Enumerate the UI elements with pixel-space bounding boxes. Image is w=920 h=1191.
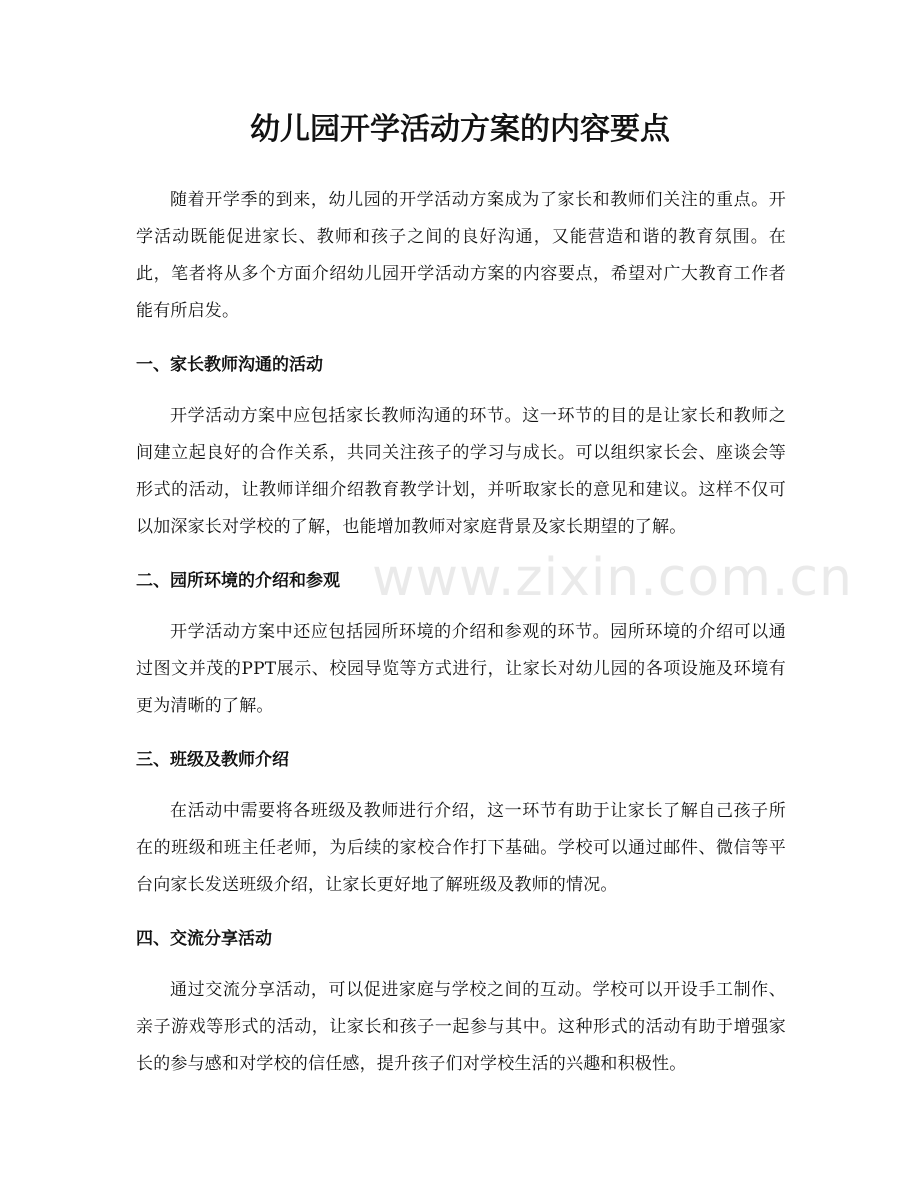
intro-paragraph: 随着开学季的到来，幼儿园的开学活动方案成为了家长和教师们关注的重点。开学活动既能促进家长、教师和孩子之间的良好沟通，又能营造和谐的教育氛围。在此，笔者将从多个方面介绍幼儿园开学活动方案的内容要点，希望对广大教育工作者能有所启发。 <box>136 190 786 321</box>
page-title: 幼儿园开学活动方案的内容要点 <box>250 112 670 147</box>
section-2 <box>136 568 786 725</box>
section-3 <box>136 747 786 904</box>
section-heading: 二、园所环境的介绍和参观 <box>136 571 340 591</box>
document-body <box>136 182 786 1083</box>
section-paragraph: 通过交流分享活动，可以促进家庭与学校之间的互动。学校可以开设手工制作、亲子游戏等形式的活动，让家长和孩子一起参与其中。这种形式的活动有助于增强家长的参与感和对学校的信任感，提升孩子们对学校生活的兴趣和积极性。 <box>136 980 786 1074</box>
section-1 <box>136 352 786 546</box>
section-heading: 一、家长教师沟通的活动 <box>136 355 323 375</box>
watermark: www.zixin.com.cn <box>372 548 853 608</box>
section-paragraph: 开学活动方案中还应包括园所环境的介绍和参观的环节。园所环境的介绍可以通过图文并茂的PPT展示、校园导览等方式进行，让家长对幼儿园的各项设施及环境有更为清晰的了解。 <box>136 622 786 716</box>
section-heading: 四、交流分享活动 <box>136 929 272 949</box>
section-paragraph: 在活动中需要将各班级及教师进行介绍，这一环节有助于让家长了解自己孩子所在的班级和班主任老师，为后续的家校合作打下基础。学校可以通过邮件、微信等平台向家长发送班级介绍，让家长更好地了解班级及教师的情况。 <box>136 801 786 895</box>
section-paragraph: 开学活动方案中应包括家长教师沟通的环节。这一环节的目的是让家长和教师之间建立起良好的合作关系，共同关注孩子的学习与成长。可以组织家长会、座谈会等形式的活动，让教师详细介绍教育教学计划，并听取家长的意见和建议。这样不仅可以加深家长对学校的了解，也能增加教师对家庭背景及家长期望的了解。 <box>136 406 786 537</box>
section-heading: 三、班级及教师介绍 <box>136 750 289 770</box>
section-4 <box>136 926 786 1083</box>
